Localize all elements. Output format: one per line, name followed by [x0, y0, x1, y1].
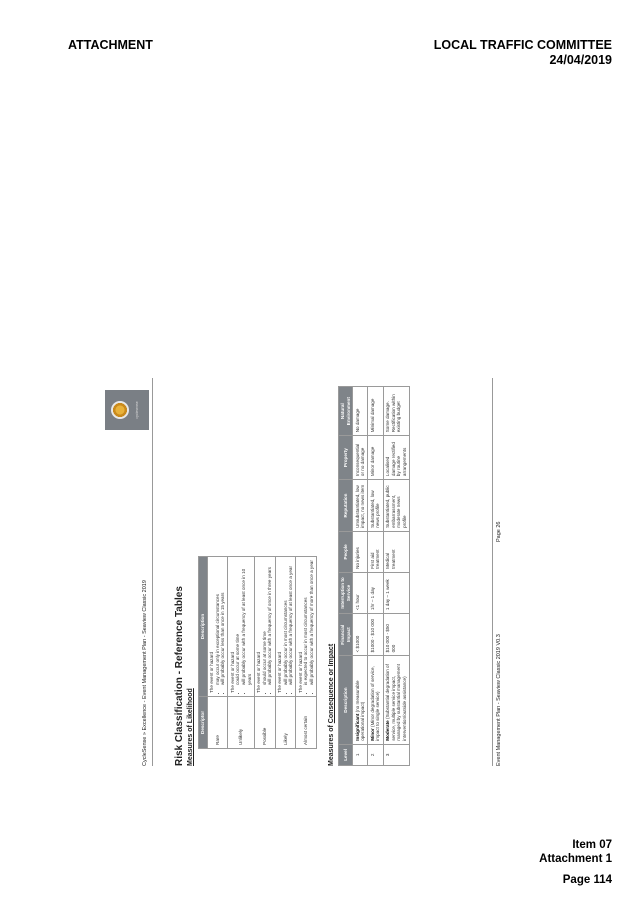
financial-cell: < $1000 — [353, 614, 368, 656]
col-header: Descriptor — [199, 697, 208, 749]
likelihood-heading: Measures of Likelihood — [187, 688, 194, 766]
description-lead: The event or hazard — [297, 651, 303, 693]
meeting-date: 24/04/2019 — [549, 53, 612, 67]
interruption-cell: <1 hour — [353, 572, 368, 613]
consequence-description — [368, 656, 383, 744]
col-header: Description — [339, 656, 353, 744]
logo-text: cyclesense — [135, 401, 139, 419]
list-item: • will probably occur with a frequency of at least once in 10 years — [241, 560, 252, 685]
likelihood-description — [207, 557, 228, 697]
col-header: Natural Environment — [339, 387, 353, 436]
attachment-number: Attachment 1 — [539, 853, 612, 865]
bullet-list — [215, 560, 226, 693]
description-lead: The event or hazard — [209, 651, 215, 693]
consequence-term: Moderate — [385, 720, 391, 741]
cyclesense-logo — [105, 390, 149, 430]
list-item: • should occur at some time — [262, 560, 268, 685]
doc-page-number: Page 26 — [496, 521, 502, 542]
table-row — [275, 557, 296, 749]
list-item: • may occur only in exceptional circumstances — [215, 560, 221, 685]
level-cell: 1 — [353, 744, 368, 765]
likelihood-description — [254, 557, 275, 697]
footer-block — [539, 838, 612, 887]
col-header: Property — [339, 436, 353, 480]
bullet-list — [262, 560, 273, 693]
consequence-description — [383, 656, 409, 744]
consequence-detail: (Substantial degradation of service, multiple service impact, managed by substantial management intervention/outside assistance) — [385, 664, 407, 741]
consequence-detail: (no measurable operational impact) — [354, 680, 366, 741]
likelihood-descriptor: Rare — [207, 697, 228, 749]
col-header: Level — [339, 744, 353, 765]
col-header: Financial Impact — [339, 614, 353, 656]
footer-rule — [492, 378, 493, 766]
reputation-cell: Unsubstantiated, low impact, no news item — [353, 480, 368, 532]
header-rule — [152, 378, 153, 766]
page-title: Risk Classification - Reference Tables — [174, 586, 185, 766]
logo-emblem-icon — [111, 401, 129, 419]
consequence-heading: Measures of Consequence or Impact — [328, 643, 335, 766]
committee-header — [434, 38, 612, 68]
page-number: Page 114 — [562, 874, 612, 886]
rotated-page — [94, 202, 508, 782]
people-cell: First aid treatment — [368, 531, 383, 572]
description-lead: The event or hazard — [277, 651, 283, 693]
financial-cell: $1000 - $10 000 — [368, 614, 383, 656]
bullet-list — [283, 560, 294, 693]
description-lead: The event or hazard — [229, 651, 235, 693]
people-cell: No injuries — [353, 531, 368, 572]
likelihood-descriptor: Almost certain — [296, 697, 317, 749]
level-cell: 2 — [368, 744, 383, 765]
consequence-detail: (Minor degradation of service, impact to single service) — [369, 666, 381, 741]
level-cell: 3 — [383, 744, 409, 765]
list-item: • will probably occur less than once in 15 years — [220, 560, 226, 685]
people-cell: Medical treatment — [383, 531, 409, 572]
reputation-cell: Substantiated, low news profile — [368, 480, 383, 532]
list-item: • will probably occur in most circumstances — [283, 560, 289, 685]
likelihood-table — [198, 556, 317, 749]
running-header: CycleSense » Excellence - Event Management Plan - Seaview Classic 2019 — [142, 580, 148, 766]
list-item: • could occur at some time — [235, 560, 241, 685]
doc-footer: Event Management Plan - Seaview Classic 2019 V0.3 — [496, 634, 502, 766]
likelihood-description — [228, 557, 254, 697]
list-item: • will probably occur with a frequency of at least once a year — [288, 560, 294, 685]
table-row — [228, 557, 254, 749]
likelihood-descriptor: Unlikely — [228, 697, 254, 749]
consequence-term: Insignificant — [354, 713, 360, 741]
likelihood-description — [275, 557, 296, 697]
consequence-description — [353, 656, 368, 744]
table-row — [296, 557, 317, 749]
property-cell: Minor damage — [368, 436, 383, 480]
environment-cell: No damage — [353, 387, 368, 436]
col-header: Interruption to Service — [339, 572, 353, 613]
col-header: Reputation — [339, 480, 353, 532]
property-cell: Inconsequential or no damage — [353, 436, 368, 480]
col-header: People — [339, 531, 353, 572]
likelihood-descriptor: Likely — [275, 697, 296, 749]
environment-cell: Some damage. Rectification within existing budget — [383, 387, 409, 436]
bullet-list — [235, 560, 252, 693]
item-number: Item 07 — [572, 839, 612, 851]
list-item: • is expected to occur in most circumstances — [303, 560, 309, 685]
environment-cell: Minimal damage — [368, 387, 383, 436]
committee-name: LOCAL TRAFFIC COMMITTEE — [433, 38, 612, 52]
table-row — [353, 387, 368, 766]
interruption-cell: 1 day – 1 week — [383, 572, 409, 613]
bullet-list — [303, 560, 314, 693]
reputation-cell: Substantiated, public embarrassment, moderate news profile — [383, 480, 409, 532]
attachment-header: ATTACHMENT — [68, 38, 153, 52]
list-item: • will probably occur with a frequency of more than once a year — [309, 560, 315, 685]
consequence-term: Minor — [369, 728, 375, 741]
likelihood-description — [296, 557, 317, 697]
consequence-table — [338, 386, 410, 766]
col-header: Description — [199, 557, 208, 697]
list-item: • will probably occur with a frequency of once in three years — [267, 560, 273, 685]
interruption-cell: 1hr – 1 day — [368, 572, 383, 613]
table-row — [368, 387, 383, 766]
table-row — [383, 387, 409, 766]
table-row — [207, 557, 228, 749]
likelihood-descriptor: Possible — [254, 697, 275, 749]
financial-cell: $10 000 - $50 000 — [383, 614, 409, 656]
property-cell: Localised damage rectified by routine arrangements — [383, 436, 409, 480]
description-lead: The event or hazard — [256, 651, 262, 693]
table-row — [254, 557, 275, 749]
